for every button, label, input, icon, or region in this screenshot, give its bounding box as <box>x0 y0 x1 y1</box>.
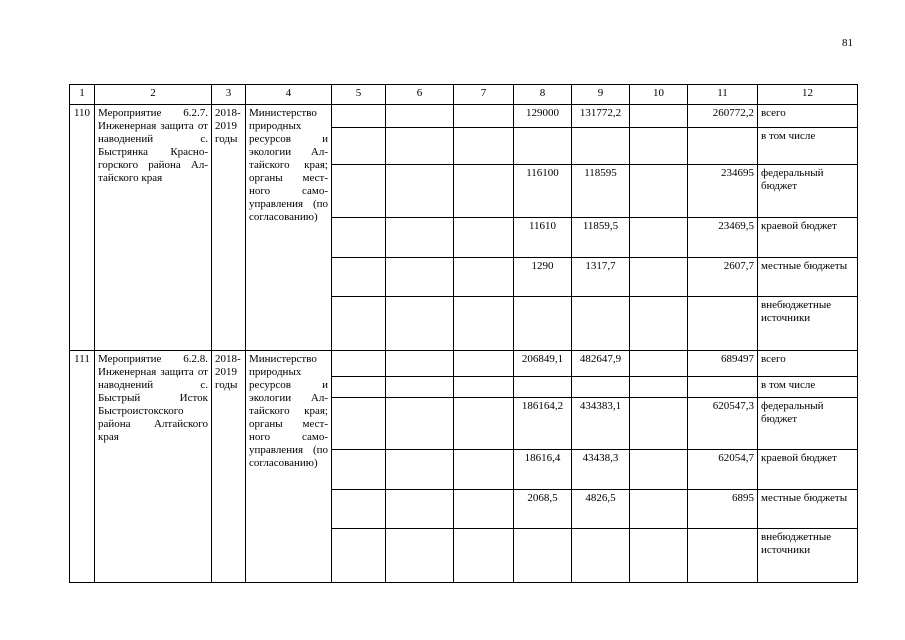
cell-col9: 43438,3 <box>572 450 630 490</box>
header-cell: 2 <box>95 85 212 105</box>
row-number: 111 <box>70 351 95 583</box>
header-row <box>70 85 858 105</box>
cell-col9: 118595 <box>572 165 630 218</box>
cell-col7 <box>454 218 514 258</box>
cell-col11: 260772,2 <box>688 105 758 128</box>
cell-col7 <box>454 529 514 583</box>
cell-col8 <box>514 297 572 351</box>
header-cell: 5 <box>332 85 386 105</box>
funding-source: внебюджетные источники <box>758 529 858 583</box>
cell-col8: 2068,5 <box>514 490 572 529</box>
header-cell: 3 <box>212 85 246 105</box>
cell-col9: 1317,7 <box>572 258 630 297</box>
cell-col9: 434383,1 <box>572 398 630 450</box>
funding-source: в том числе <box>758 377 858 398</box>
cell-col10 <box>630 105 688 128</box>
cell-col11: 62054,7 <box>688 450 758 490</box>
cell-col8 <box>514 529 572 583</box>
cell-col10 <box>630 377 688 398</box>
cell-col10 <box>630 218 688 258</box>
page-number: 81 <box>842 37 853 49</box>
funding-source: всего <box>758 105 858 128</box>
cell-col10 <box>630 297 688 351</box>
period: 2018-2019 годы <box>212 351 246 583</box>
cell-col7 <box>454 105 514 128</box>
cell-col9 <box>572 529 630 583</box>
cell-col6 <box>386 105 454 128</box>
cell-col10 <box>630 490 688 529</box>
cell-col8 <box>514 377 572 398</box>
period: 2018-2019 годы <box>212 105 246 351</box>
cell-col6 <box>386 218 454 258</box>
cell-col11 <box>688 128 758 165</box>
cell-col10 <box>630 450 688 490</box>
funding-source: местные бюджеты <box>758 258 858 297</box>
cell-col9 <box>572 297 630 351</box>
header-cell: 7 <box>454 85 514 105</box>
executor: Министерство природных ресурсов и экологии Ал-тайского края; органы мест-ного само-управления (по согласованию) <box>246 351 332 583</box>
cell-col6 <box>386 529 454 583</box>
cell-col6 <box>386 165 454 218</box>
cell-col5 <box>332 351 386 377</box>
cell-col6 <box>386 297 454 351</box>
cell-col11: 689497 <box>688 351 758 377</box>
executor: Министерство природных ресурсов и экологии Ал-тайского края; органы мест-ного само-управления (по согласованию) <box>246 105 332 351</box>
cell-col7 <box>454 165 514 218</box>
funding-source: всего <box>758 351 858 377</box>
cell-col8: 206849,1 <box>514 351 572 377</box>
header-cell: 12 <box>758 85 858 105</box>
event-name: Мероприятие 6.2.8. Инженерная защита от наводнений с. Быстрый Исток Быстроистокского района Алтайского края <box>95 351 212 583</box>
funding-source: федеральный бюджет <box>758 398 858 450</box>
cell-col11: 620547,3 <box>688 398 758 450</box>
cell-col7 <box>454 297 514 351</box>
cell-col11: 23469,5 <box>688 218 758 258</box>
cell-col5 <box>332 398 386 450</box>
header-cell: 10 <box>630 85 688 105</box>
header-cell: 11 <box>688 85 758 105</box>
cell-col6 <box>386 490 454 529</box>
cell-col8: 18616,4 <box>514 450 572 490</box>
cell-col5 <box>332 258 386 297</box>
cell-col5 <box>332 377 386 398</box>
cell-col6 <box>386 351 454 377</box>
cell-col9 <box>572 377 630 398</box>
cell-col10 <box>630 165 688 218</box>
cell-col10 <box>630 128 688 165</box>
cell-col5 <box>332 218 386 258</box>
funding-source: местные бюджеты <box>758 490 858 529</box>
program-table <box>69 84 858 583</box>
cell-col7 <box>454 450 514 490</box>
cell-col6 <box>386 398 454 450</box>
cell-col11: 6895 <box>688 490 758 529</box>
cell-col8: 116100 <box>514 165 572 218</box>
cell-col11 <box>688 297 758 351</box>
cell-col8: 129000 <box>514 105 572 128</box>
cell-col11: 234695 <box>688 165 758 218</box>
cell-col5 <box>332 165 386 218</box>
funding-source: краевой бюджет <box>758 450 858 490</box>
cell-col6 <box>386 258 454 297</box>
cell-col10 <box>630 258 688 297</box>
cell-col8: 11610 <box>514 218 572 258</box>
cell-col5 <box>332 529 386 583</box>
cell-col7 <box>454 490 514 529</box>
header-cell: 8 <box>514 85 572 105</box>
cell-col5 <box>332 105 386 128</box>
cell-col5 <box>332 450 386 490</box>
header-cell: 6 <box>386 85 454 105</box>
cell-col11 <box>688 377 758 398</box>
header-cell: 9 <box>572 85 630 105</box>
funding-source: в том числе <box>758 128 858 165</box>
cell-col7 <box>454 398 514 450</box>
row-number: 110 <box>70 105 95 351</box>
funding-source: федеральный бюджет <box>758 165 858 218</box>
cell-col11 <box>688 529 758 583</box>
cell-col10 <box>630 351 688 377</box>
header-cell: 1 <box>70 85 95 105</box>
event-name: Мероприятие 6.2.7. Инженерная защита от наводнений с. Быстрянка Красно-горского района Ал-тайского края <box>95 105 212 351</box>
cell-col10 <box>630 398 688 450</box>
cell-col7 <box>454 258 514 297</box>
cell-col9: 11859,5 <box>572 218 630 258</box>
table-row <box>70 105 858 128</box>
cell-col9: 482647,9 <box>572 351 630 377</box>
cell-col9 <box>572 128 630 165</box>
table-row <box>70 351 858 377</box>
cell-col6 <box>386 128 454 165</box>
funding-source: краевой бюджет <box>758 218 858 258</box>
header-cell: 4 <box>246 85 332 105</box>
cell-col11: 2607,7 <box>688 258 758 297</box>
cell-col10 <box>630 529 688 583</box>
cell-col8: 1290 <box>514 258 572 297</box>
cell-col6 <box>386 377 454 398</box>
cell-col6 <box>386 450 454 490</box>
cell-col9: 4826,5 <box>572 490 630 529</box>
cell-col5 <box>332 297 386 351</box>
cell-col7 <box>454 351 514 377</box>
cell-col7 <box>454 377 514 398</box>
cell-col7 <box>454 128 514 165</box>
cell-col8 <box>514 128 572 165</box>
cell-col5 <box>332 490 386 529</box>
cell-col5 <box>332 128 386 165</box>
funding-source: внебюджетные источники <box>758 297 858 351</box>
cell-col8: 186164,2 <box>514 398 572 450</box>
cell-col9: 131772,2 <box>572 105 630 128</box>
